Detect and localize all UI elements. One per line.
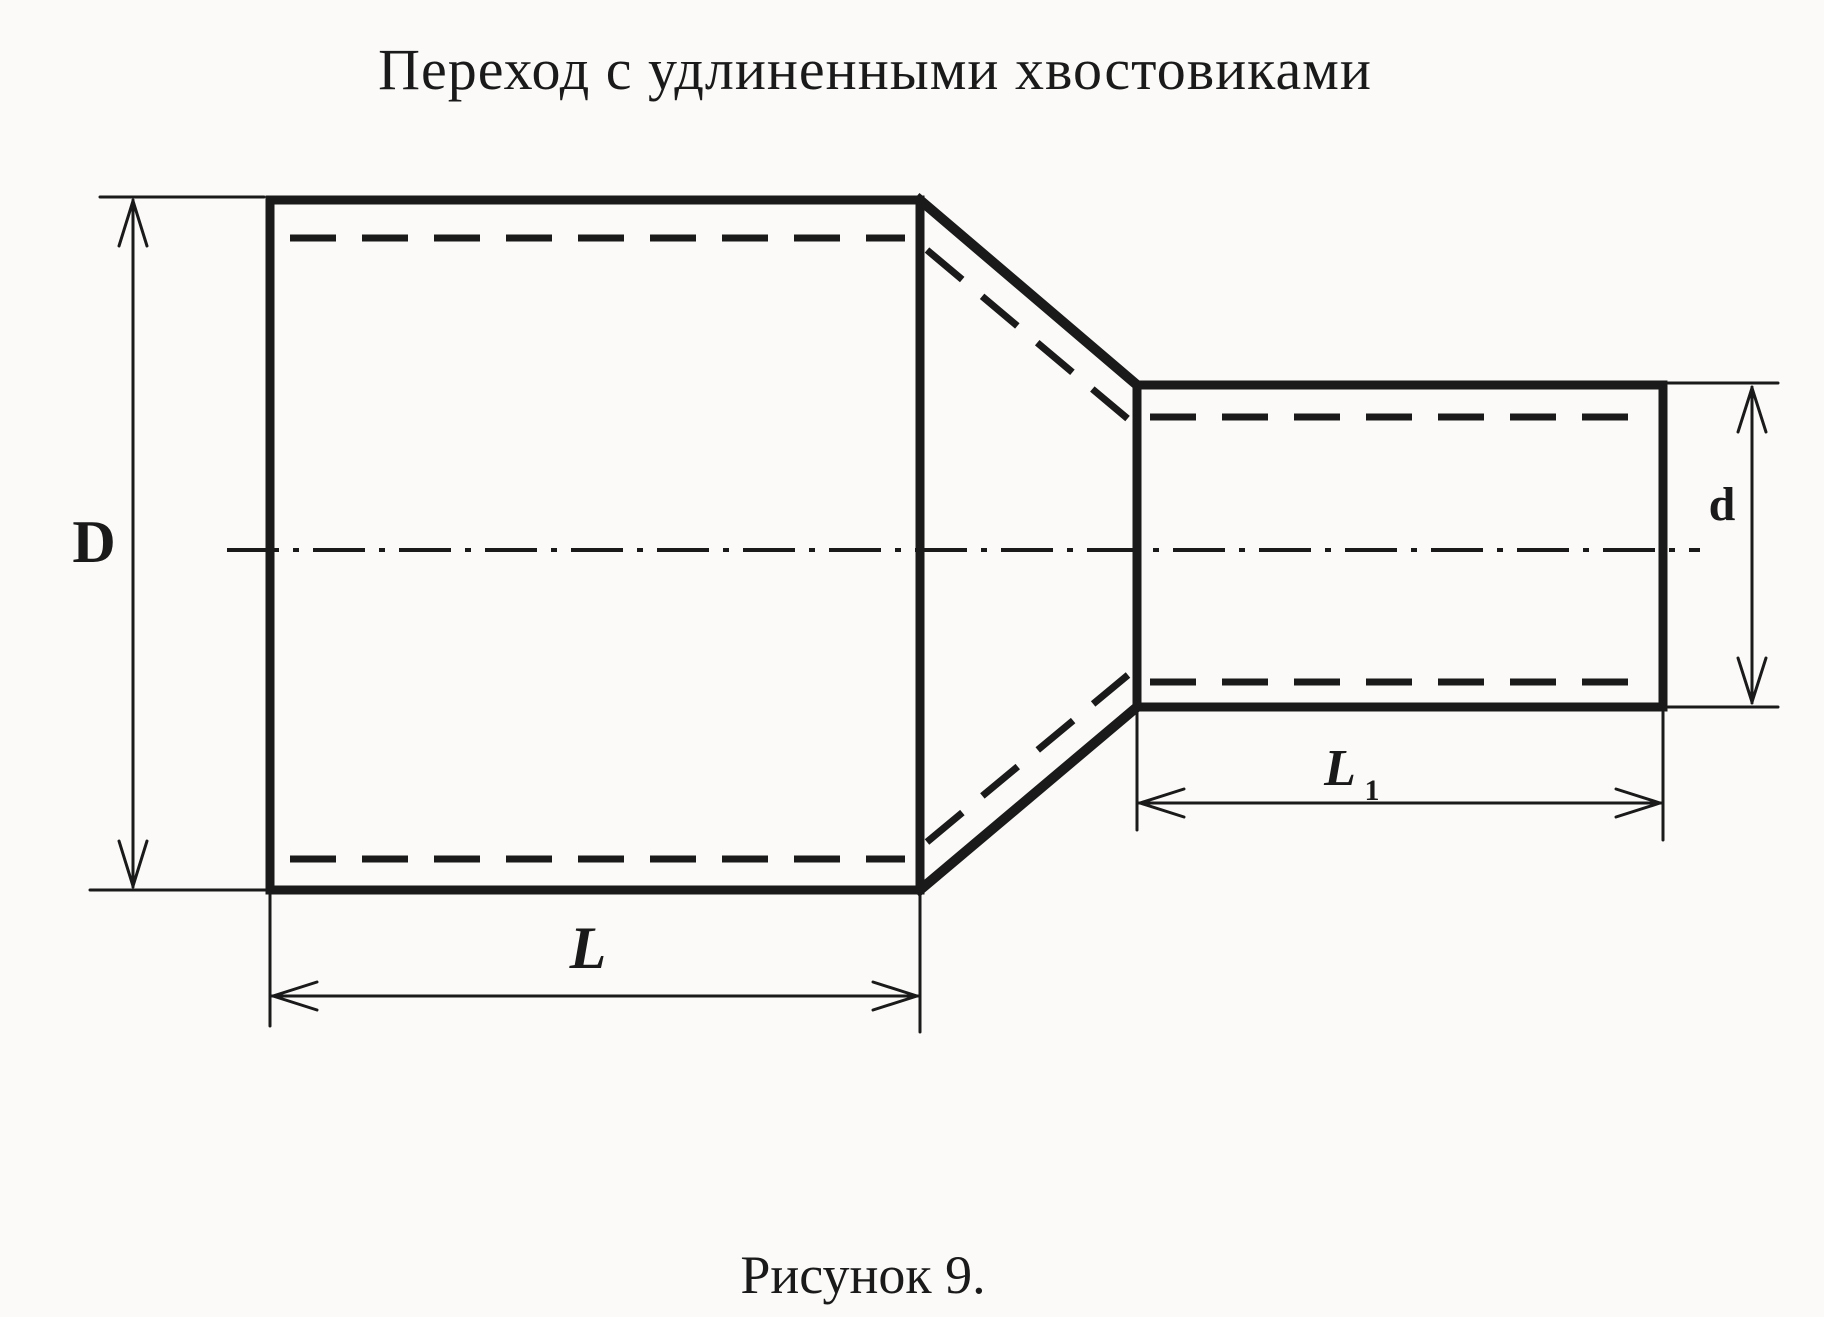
cone-inner-wall-bottom [927, 675, 1128, 842]
cone-inner-wall-top [927, 250, 1128, 419]
dimension-d [1668, 383, 1778, 707]
label-small-length-subscript: 1 [1364, 774, 1380, 807]
label-large-length: L [569, 915, 607, 981]
small-cylinder-outline [1137, 385, 1663, 707]
drawing-title: Переход с удлиненными хвостовиками [378, 37, 1372, 102]
large-cylinder-outline [270, 200, 920, 890]
dimension-L [270, 893, 920, 1032]
dimension-L1 [1137, 712, 1663, 840]
cone-outer-top [920, 200, 1137, 385]
figure-caption: Рисунок 9. [740, 1245, 986, 1305]
small-cylinder [1137, 385, 1663, 707]
label-small-diameter: d [1708, 478, 1736, 531]
cone-outer-bottom [920, 707, 1137, 890]
label-large-diameter: D [72, 509, 116, 575]
large-cylinder [270, 200, 920, 890]
reducer-cone [920, 200, 1137, 890]
label-small-length: L [1324, 740, 1356, 797]
dimension-D [72, 197, 266, 890]
